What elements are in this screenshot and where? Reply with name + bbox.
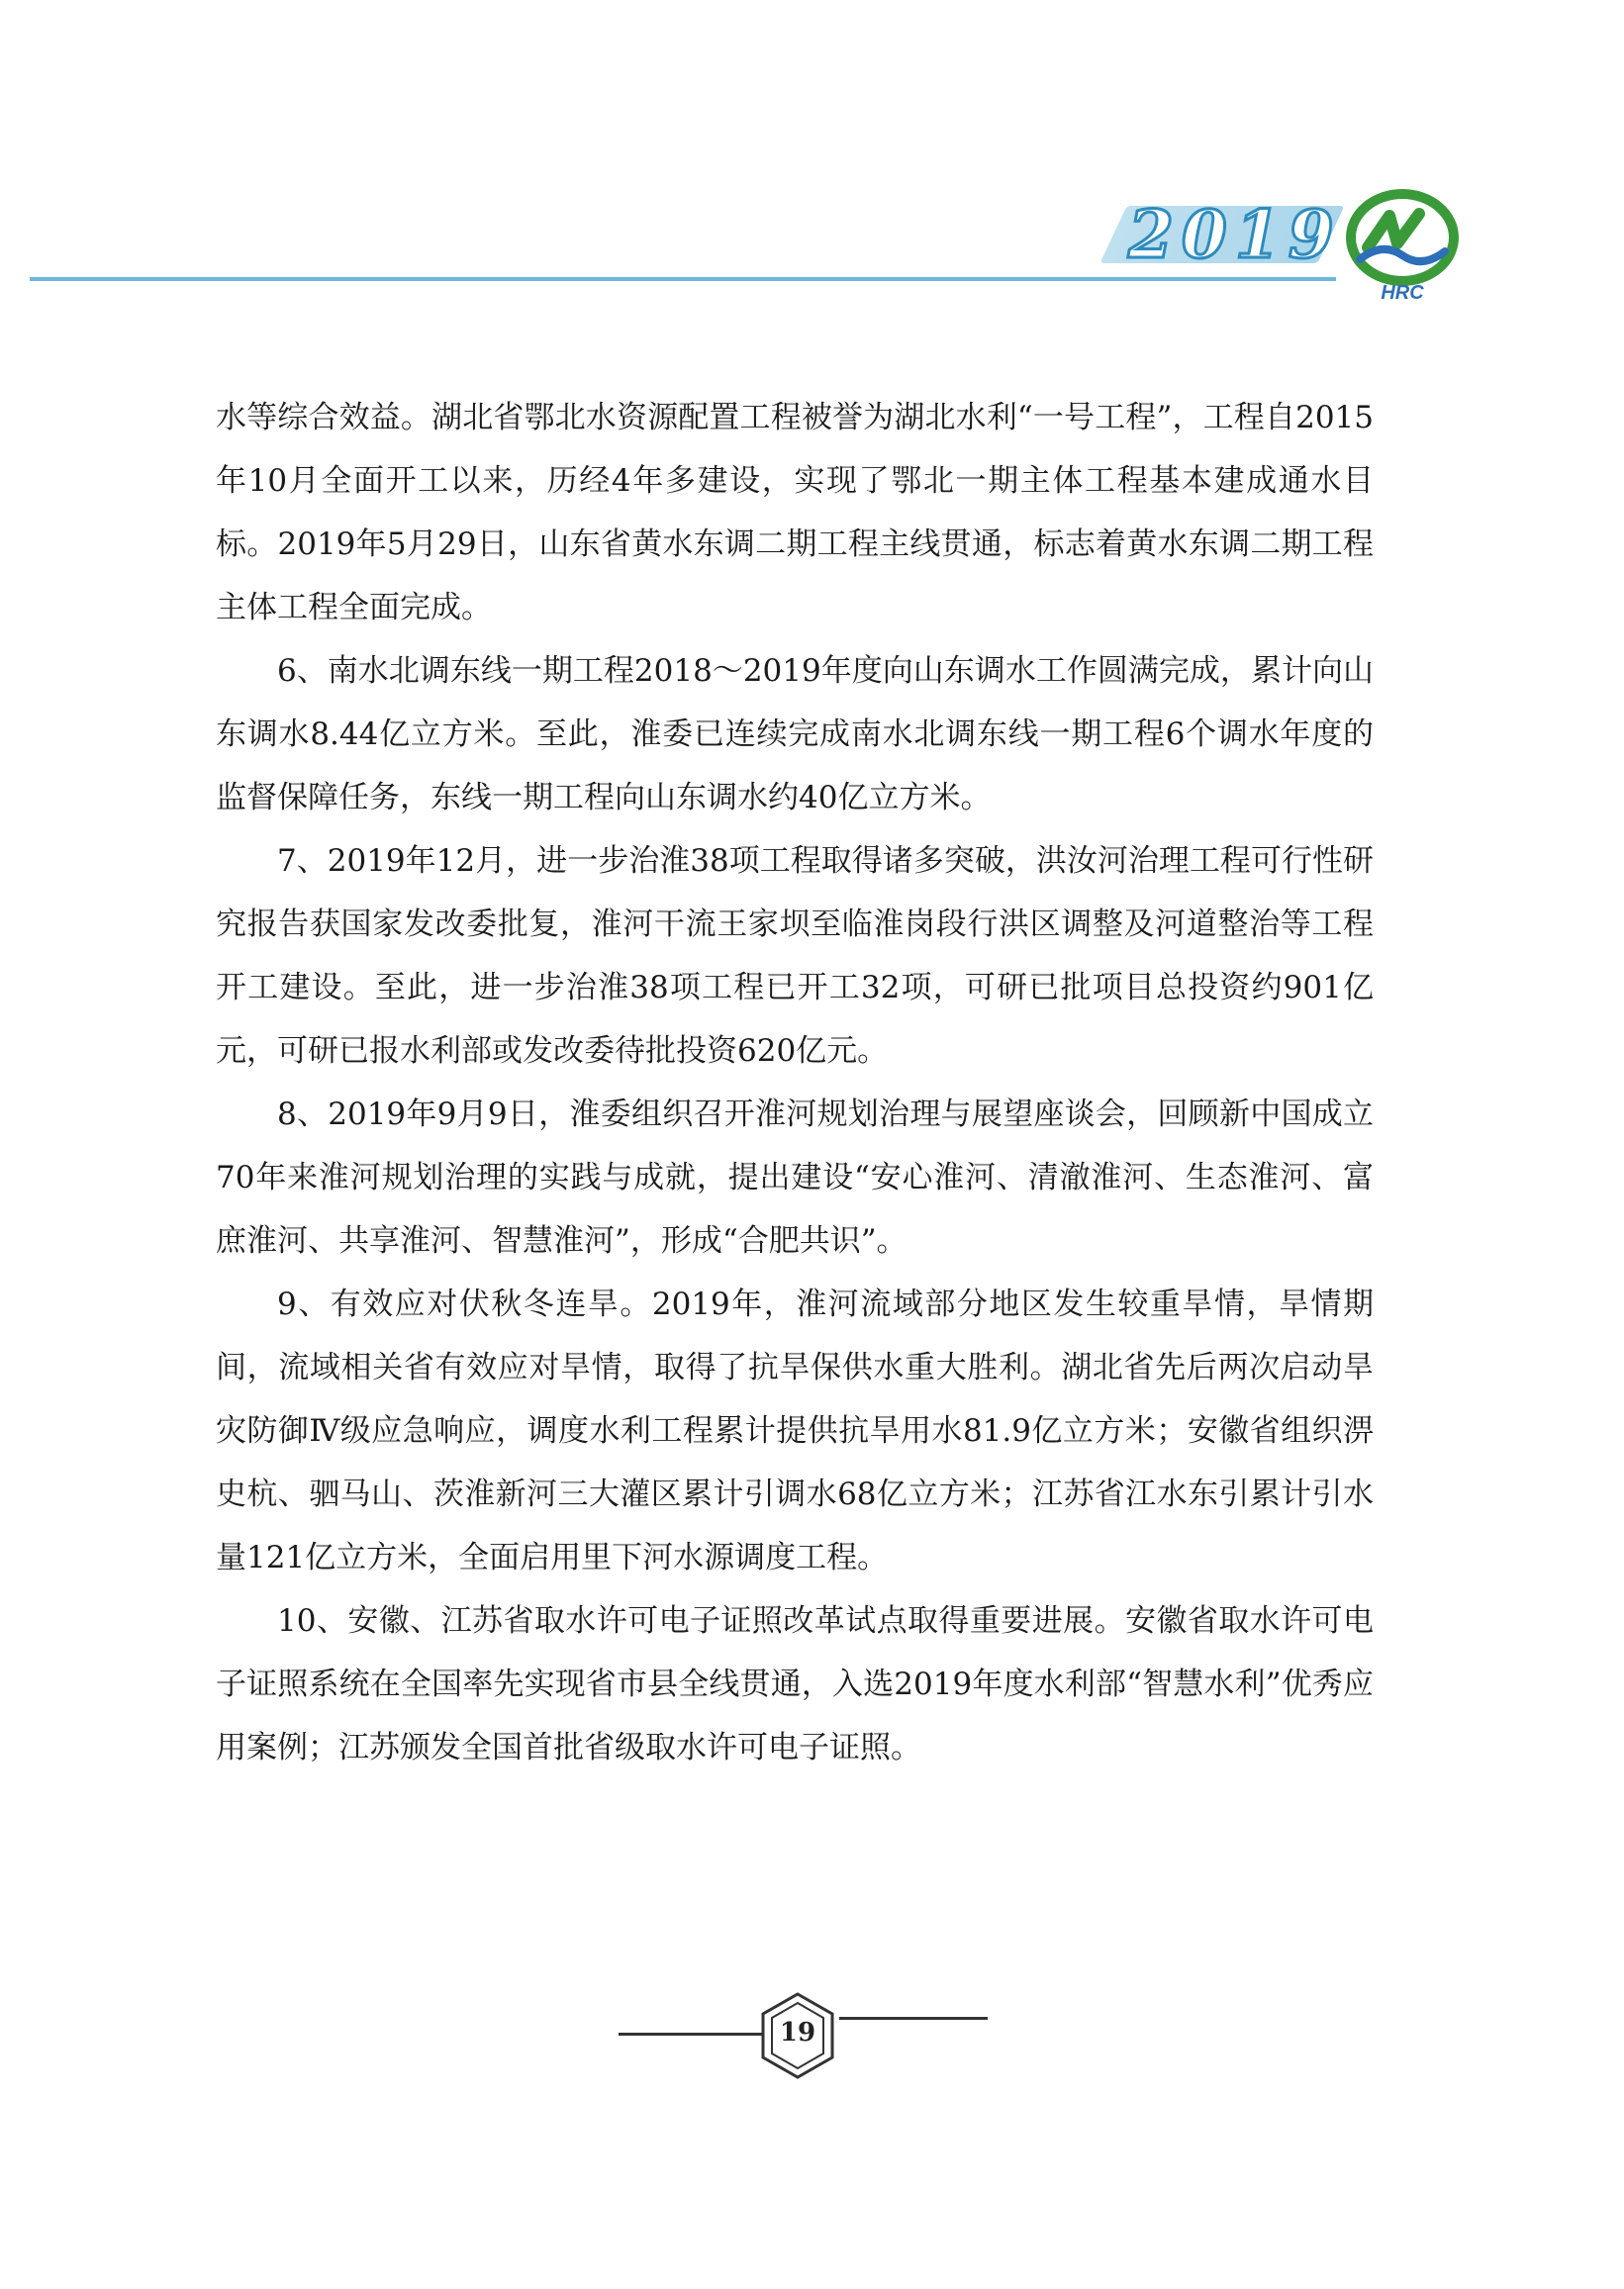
hrc-logo-icon xyxy=(1338,186,1467,305)
paragraph-item-6: 6、南水北调东线一期工程2018～2019年度向山东调水工作圆满完成，累计向山东调水8.44亿立方米。至此，淮委已连续完成南水北调东线一期工程6个调水年度的监督保障任务，东线一期工程向山东调水约40亿立方米。 xyxy=(216,653,1374,815)
paragraph-item-8: 8、2019年9月9日，淮委组织召开淮河规划治理与展望座谈会，回顾新中国成立70年来淮河规划治理的实践与成就，提出建设“安心淮河、清澈淮河、生态淮河、富庶淮河、共享淮河、智慧淮河”，形成“合肥共识”。 xyxy=(216,1097,1374,1259)
footer-rule-left xyxy=(619,2033,762,2036)
header-year: 2019 xyxy=(1128,196,1342,273)
page-number: 19 xyxy=(779,2018,816,2048)
document-body xyxy=(216,386,1374,1779)
paragraph-item-7: 7、2019年12月，进一步治淮38项工程取得诸多突破，洪汝河治理工程可行性研究报告获国家发改委批复，淮河干流王家坝至临淮岗段行洪区调整及河道整治等工程开工建设。至此，进一步治淮38项工程已开工32项，可研已批项目总投资约901亿元，可研已报水利部或发改委待批投资620亿元。 xyxy=(216,843,1374,1069)
footer-rule-right xyxy=(839,2017,988,2020)
paragraph-item-10: 10、安徽、江苏省取水许可电子证照改革试点取得重要进展。安徽省取水许可电子证照系统在全国率先实现省市县全线贯通，入选2019年度水利部“智慧水利”优秀应用案例；江苏颁发全国首批省级取水许可电子证照。 xyxy=(216,1603,1374,1765)
header-rule xyxy=(30,277,1336,281)
logo-text: HRC xyxy=(1381,282,1424,304)
paragraph-continuation: 水等综合效益。湖北省鄂北水资源配置工程被誉为湖北水利“一号工程”，工程自2015年10月全面开工以来，历经4年多建设，实现了鄂北一期主体工程基本建成通水目标。2019年5月29日，山东省黄水东调二期工程主线贯通，标志着黄水东调二期工程主体工程全面完成。 xyxy=(216,400,1374,625)
paragraph-item-9: 9、有效应对伏秋冬连旱。2019年，淮河流域部分地区发生较重旱情，旱情期间，流域相关省有效应对旱情，取得了抗旱保供水重大胜利。湖北省先后两次启动旱灾防御Ⅳ级应急响应，调度水利工程累计提供抗旱用水81.9亿立方米；安徽省组织淠史杭、驷马山、茨淮新河三大灌区累计引调水68亿立方米；江苏省江水东引累计引水量121亿立方米，全面启用里下河水源调度工程。 xyxy=(216,1287,1374,1575)
